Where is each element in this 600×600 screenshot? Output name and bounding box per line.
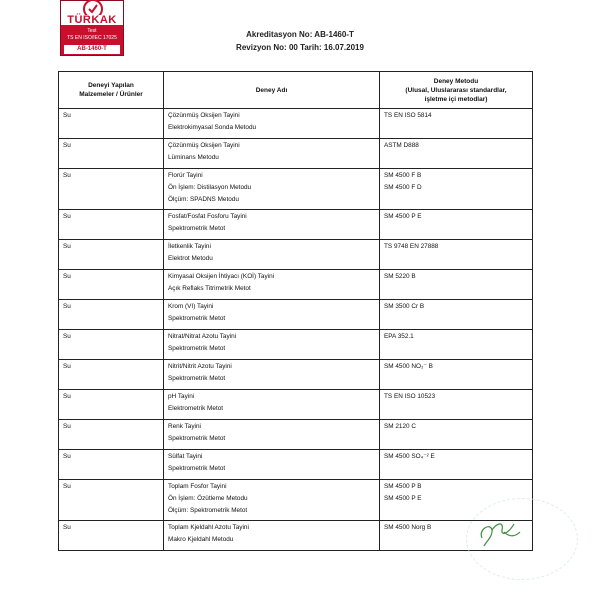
test-name-cell [164,300,380,330]
header-method-line: (Ulusal, Uluslararası standardlar, [405,86,507,94]
test-name-line: Sülfat Tayini [168,453,203,460]
test-name-cell [164,420,380,450]
material-cell [59,139,164,169]
test-name-cell [164,109,380,139]
header-materials [59,72,164,109]
logo-name: TÜRKAK [61,15,123,25]
method-cell [380,390,533,420]
logo-line2: TS EN ISO/IEC 17025 [67,35,117,41]
accreditation-table [58,71,533,551]
material-text: Su [63,524,71,531]
table-row [59,390,533,420]
table-row [59,521,533,551]
material-text: Su [63,112,71,119]
test-name-line: Çözünmüş Oksijen Tayini [168,112,240,119]
table-row [59,240,533,270]
test-name-line: Lüminans Metodu [168,154,219,161]
material-text: Su [63,172,71,179]
test-name-line: Toplam Kjeldahl Azotu Tayini [168,524,249,531]
test-name-line: Nitrat/Nitrat Azotu Tayini [168,333,237,340]
method-cell [380,330,533,360]
method-cell [380,300,533,330]
method-cell [380,270,533,300]
table-row [59,139,533,169]
test-name-cell [164,521,380,551]
test-name-cell [164,450,380,480]
material-text: Su [63,363,71,370]
test-name-line: Açık Reflaks Titrimetrik Metot [168,285,251,292]
test-name-line: Ölçüm: Spektrometrik Metot [168,507,248,514]
test-name-line: Spektrometrik Metot [168,315,226,322]
material-text: Su [63,333,71,340]
test-name-line: Kimyasal Oksijen İhtiyacı (KOİ) Tayini [168,273,275,280]
method-cell [380,210,533,240]
method-code: SM 4500 P E [384,213,422,220]
table-row [59,109,533,139]
material-cell [59,300,164,330]
test-name-line: Florür Tayini [168,172,203,179]
method-code: SM 2120 C [384,423,416,430]
test-name-line: Renk Tayini [168,423,201,430]
table-row [59,450,533,480]
method-cell [380,450,533,480]
method-code: SM 4500 F D [384,184,422,191]
method-cell [380,169,533,210]
header-method-line: Deney Metodu [433,77,479,85]
table-row [59,360,533,390]
table-row [59,169,533,210]
method-code: EPA 352.1 [384,333,414,340]
material-cell [59,450,164,480]
table-row [59,270,533,300]
test-name-line: Nitrit/Nitrit Azotu Tayini [168,363,232,370]
method-cell [380,420,533,450]
material-cell [59,109,164,139]
test-name-line: Elektrokimyasal Sonda Metodu [168,124,257,131]
test-name-cell [164,330,380,360]
test-name-line: Ön İşlem: Özütleme Metodu [168,495,248,502]
test-name-line: Spektrometrik Metot [168,375,226,382]
material-text: Su [63,243,71,250]
table-header-row [59,72,533,109]
method-code: SM 4500 F B [384,172,422,179]
test-name-line: Makro Kjeldahl Metodu [168,536,234,543]
method-code: TS EN ISO 10523 [384,393,436,400]
test-name-line: Elektrot Metodu [168,255,213,262]
test-name-line: Ölçüm: SPADNS Metodu [168,196,239,203]
material-text: Su [63,213,71,220]
test-name-line: Çözünmüş Oksijen Tayini [168,142,240,149]
revision-info: Revizyon No: 00 Tarih: 16.07.2019 [236,43,364,52]
header-materials-line: Malzemeler / Ürünler [79,91,143,98]
material-cell [59,169,164,210]
material-cell [59,390,164,420]
table-row [59,480,533,521]
method-code: TS EN ISO 5814 [384,112,432,119]
logo-line1: Test [87,28,97,34]
test-name-cell [164,139,380,169]
header-materials-line: Deneyi Yapılan [88,82,134,89]
material-text: Su [63,142,71,149]
method-code: SM 4500 SO₄⁻² E [384,453,435,460]
method-code: SM 4500 P E [384,495,422,502]
test-name-cell [164,390,380,420]
method-code: SM 5220 B [384,273,416,280]
material-text: Su [63,303,71,310]
header-test-label: Deney Adı [255,86,288,94]
material-text: Su [63,483,71,490]
header-method-line: işletme içi metodlar) [424,95,488,103]
logo-code: AB-1460-T [64,45,120,54]
method-cell [380,240,533,270]
material-text: Su [63,453,71,460]
material-cell [59,330,164,360]
method-code: TS 9748 EN 27888 [384,243,439,250]
table-row [59,420,533,450]
material-text: Su [63,273,71,280]
material-cell [59,210,164,240]
method-code: SM 4500 NO₂⁻ B [384,363,433,370]
test-name-cell [164,270,380,300]
header-test-name [164,72,380,109]
method-cell [380,139,533,169]
material-cell [59,240,164,270]
test-name-cell [164,240,380,270]
method-code: SM 4500 P B [384,483,422,490]
table-row [59,330,533,360]
method-cell [380,360,533,390]
table-row [59,300,533,330]
material-text: Su [63,423,71,430]
signature-icon [476,512,526,548]
test-name-line: Spektrometrik Metot [168,465,226,472]
material-cell [59,270,164,300]
test-name-cell [164,210,380,240]
test-name-line: Ön İşlem: Distilasyon Metodu [168,184,252,191]
test-name-line: Fosfat/Fosfat Fosforu Tayini [168,213,247,220]
method-code: ASTM D888 [384,142,419,149]
material-cell [59,480,164,521]
test-name-cell [164,360,380,390]
material-cell [59,521,164,551]
header-method [380,72,533,109]
test-name-line: Elektrometrik Metot [168,405,224,412]
test-name-line: İletkenlik Tayini [168,243,211,250]
test-name-cell [164,480,380,521]
test-name-cell [164,169,380,210]
method-code: SM 4500 Norg B [384,524,432,531]
material-cell [59,420,164,450]
test-name-line: Krom (VI) Tayini [168,303,214,310]
test-name-line: Spektrometrik Metot [168,225,226,232]
test-name-line: Spektrometrik Metot [168,435,226,442]
test-name-line: pH Tayini [168,393,195,400]
test-name-line: Spektrometrik Metot [168,345,226,352]
table-row [59,210,533,240]
method-code: SM 3500 Cr B [384,303,425,310]
method-cell [380,109,533,139]
material-text: Su [63,393,71,400]
accreditation-number: Akreditasyon No: AB-1460-T [246,30,354,39]
test-name-line: Toplam Fosfor Tayini [168,483,227,490]
material-cell [59,360,164,390]
